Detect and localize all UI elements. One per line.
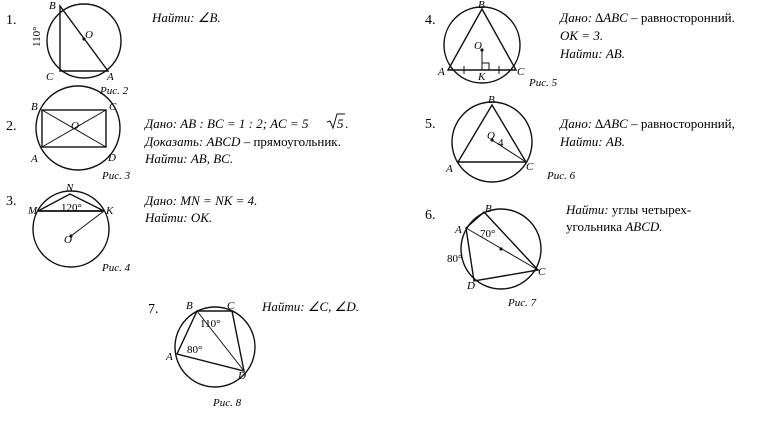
problem-1-text-line-1: [151, 10, 221, 25]
problem-6-text-segment: углы четырех-: [608, 202, 692, 217]
problem-3-caption: Рис. 4: [102, 262, 131, 274]
problem-6-center-dot: [499, 247, 502, 250]
problem-2: [6, 86, 348, 182]
problem-6-text-line-2: [566, 219, 663, 234]
problem-3-text-segment: Найти: OK.: [145, 210, 213, 225]
problem-5-point-c: C: [526, 161, 534, 173]
problem-6-text-segment: ABCD.: [625, 219, 663, 234]
problem-5-text-segment: – равносторонний,: [627, 116, 735, 131]
problem-4-point-o: O: [474, 40, 482, 52]
problem-2-caption: Рис. 3: [102, 170, 131, 182]
problem-2-sqrt-value: 5: [337, 116, 344, 131]
problem-4-point-k: K: [478, 71, 486, 83]
problem-3-angle-label: 120°: [61, 202, 82, 214]
problem-2-point-b: B: [31, 101, 38, 113]
problem-6-angle-80: 80°: [447, 253, 463, 265]
problem-5-text-segment: Найти: AB.: [560, 134, 625, 149]
problem-6: [425, 202, 691, 309]
problem-4-point-b: B: [478, 0, 485, 11]
problem-1-point-o: O: [85, 29, 93, 41]
problem-3-radius-ok: [71, 211, 104, 236]
problem-7-point-d: D: [238, 370, 246, 382]
problem-5-point-a: A: [446, 163, 453, 175]
problem-6-number: 6.: [425, 208, 436, 223]
problem-3: [6, 182, 257, 274]
problem-1-circle: [47, 4, 121, 78]
problem-4-point-c: C: [517, 66, 525, 78]
problem-4-text-segment: – равносторонний.: [627, 10, 735, 25]
problem-2-text-line-3: [144, 151, 233, 166]
problem-4-text-line-1: [558, 10, 735, 25]
problem-1-angle-label: 110°: [31, 26, 43, 47]
problem-7-angle-80: 80°: [187, 344, 203, 356]
problem-5-text-line-1: [558, 116, 735, 131]
problem-2-text-line-1: [143, 116, 309, 131]
problem-5-point-b: B: [488, 94, 495, 106]
problem-3-text-line-1: [143, 193, 257, 208]
problem-4-caption: Рис. 5: [529, 77, 558, 89]
problem-1-text-segment: Найти: ∠B.: [152, 10, 221, 25]
problem-5-point-o: O: [487, 130, 495, 142]
problem-4-text-line-2: [560, 28, 603, 43]
problem-4-text-line-3: [559, 46, 625, 61]
problem-2-number: 2.: [6, 119, 17, 134]
problem-7: [148, 299, 359, 409]
problem-6-text-line-1: [565, 202, 691, 217]
problem-6-caption: Рис. 7: [508, 297, 537, 309]
problem-6-point-c: C: [538, 266, 546, 278]
problem-2-text-segment: Дано: AB : BC = 1 : 2; AC = 5: [145, 116, 309, 131]
problem-3-number: 3.: [6, 194, 17, 209]
problem-7-point-c: C: [227, 300, 235, 312]
problem-2-text-segment: – прямоугольник.: [240, 134, 341, 149]
problem-6-point-b: B: [485, 203, 492, 215]
problem-6-text-segment: угольника: [566, 219, 626, 234]
problem-4-text-segment: OK = 3.: [560, 28, 604, 43]
problem-3-point-n: N: [66, 182, 74, 194]
problem-5-number: 5.: [425, 117, 436, 132]
problem-1-point-b: B: [49, 0, 56, 12]
problem-2-point-c: C: [109, 101, 117, 113]
problem-5: [425, 94, 735, 182]
problem-6-point-d: D: [467, 280, 475, 292]
problem-4-point-a: A: [438, 66, 445, 78]
problem-3-text-line-2: [144, 210, 212, 225]
problem-7-angle-110: 110°: [200, 318, 221, 330]
problem-2-text-segment: Доказать: ABCD: [145, 134, 241, 149]
problem-5-radius-label: 4: [498, 137, 504, 149]
problem-5-text-segment: Дано: ∆ABC: [560, 116, 628, 131]
problem-7-text-segment: Найти: ∠C, ∠D.: [262, 299, 359, 314]
problem-5-text-line-2: [559, 134, 625, 149]
problem-7-caption: Рис. 8: [213, 397, 242, 409]
problem-5-circle: [452, 102, 532, 182]
problem-2-period: .: [345, 116, 349, 131]
problem-4-right-angle-mark: [482, 63, 489, 70]
problem-4-text-segment: Найти: AB.: [560, 46, 625, 61]
problem-1: [6, 0, 221, 97]
problem-3-point-m: M: [28, 205, 38, 217]
problem-1-point-a: A: [107, 71, 114, 83]
problem-1-number: 1.: [6, 13, 17, 28]
problem-1-point-c: C: [46, 71, 54, 83]
problem-7-number: 7.: [148, 302, 159, 317]
problem-7-text-line-1: [261, 299, 359, 314]
problem-2-text-segment: Найти: AB, BC.: [145, 151, 234, 166]
problem-6-text-segment: Найти:: [566, 202, 609, 217]
problem-6-point-a: A: [455, 224, 462, 236]
problem-6-quadrilateral: [466, 212, 538, 281]
problem-2-point-o: O: [71, 120, 79, 132]
problem-5-caption: Рис. 6: [547, 170, 576, 182]
problem-7-point-b: B: [186, 300, 193, 312]
problem-4-number: 4.: [425, 13, 436, 28]
problem-3-point-o: O: [64, 234, 72, 246]
problem-4-text-segment: Дано: ∆ABC: [560, 10, 628, 25]
problem-1-caption: Рис. 2: [100, 85, 129, 97]
problem-4: [425, 0, 735, 89]
problem-2-text-line-2: [143, 134, 341, 149]
problem-2-point-a: A: [31, 153, 38, 165]
problem-7-point-a: A: [166, 351, 173, 363]
problem-3-point-k: K: [106, 205, 114, 217]
problem-2-point-d: D: [108, 152, 116, 164]
problem-3-text-segment: Дано: MN = NK = 4.: [145, 193, 258, 208]
problem-6-angle-70: 70°: [480, 228, 496, 240]
